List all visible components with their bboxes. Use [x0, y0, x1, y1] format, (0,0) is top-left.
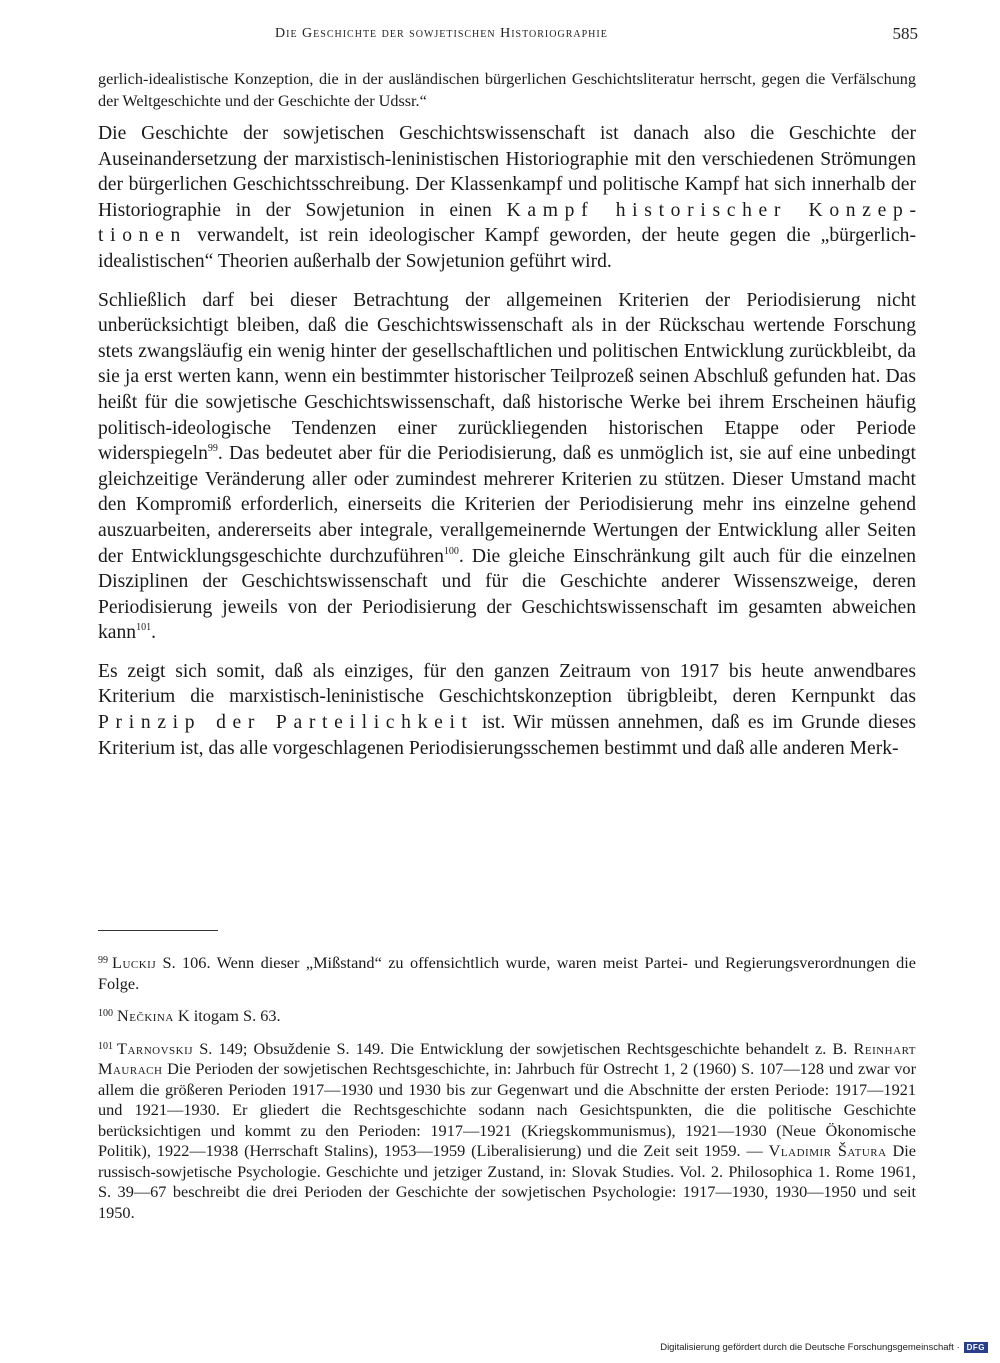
paragraph-2-text-d: .	[151, 622, 156, 644]
footnote-number: 99	[98, 955, 108, 966]
footnote-text: S. 106. Wenn dieser „Mißstand“ zu offensichtlich wurde, waren meist Partei- und Regierungsverordnungen die Folge.	[98, 953, 916, 993]
paragraph-3-emphasis: Prinzip der Parteilichkeit	[98, 712, 474, 734]
footnote-text: K itogam S. 63.	[177, 1006, 281, 1025]
footnote-author: Luckij	[112, 953, 157, 972]
paragraph-1-text-b: verwandelt, ist rein ideologischer Kampf geworden, der heute gegen die „bürgerlich-idealistischen“ Theorien außerhalb der Sowjetunion geführt wird.	[98, 225, 917, 272]
footnote-ref-100[interactable]: 100	[443, 545, 459, 557]
paragraph-3-text-a: Es zeigt sich somit, daß als einziges, für den ganzen Zeitraum von 1917 bis heute anwendbares Kriterium die marxistisch-leninistische Geschichtskonzeption übrigbleibt, deren Kernpunkt das	[98, 660, 916, 708]
footnote-author: Tarnovskij	[117, 1038, 194, 1058]
footnote-101	[98, 1037, 916, 1224]
paragraph-2	[98, 288, 916, 646]
digitization-credit	[660, 1342, 988, 1353]
quote-continuation: gerlich-idealistische Konzeption, die in der ausländischen bürgerlichen Geschichtsliteratur herrscht, gegen die Verfälschung der Weltgeschichte und der Geschichte der Udssr.“	[98, 70, 916, 110]
paragraph-1	[98, 121, 916, 275]
paragraph-3	[98, 659, 916, 761]
footnote-divider	[98, 930, 218, 931]
running-title: Die Geschichte der sowjetischen Historiographie	[275, 26, 608, 41]
footnote-ref-101[interactable]: 101	[136, 622, 152, 634]
footnote-text: S. 149; Obsuždenie S. 149. Die Entwicklung der sowjetischen Rechtsgeschichte behandelt z. B.	[199, 1038, 848, 1058]
footnote-ref-99[interactable]: 99	[207, 443, 218, 455]
footnote-author: Nečkina	[117, 1006, 174, 1025]
footnote-text: Die Perioden der sowjetischen Rechtsgeschichte, in: Jahrbuch für Ostrecht 1, 2 (1960) S. 107—128 und zwar vor allem die größeren Perioden 1917—1930 und 1930 bis zur Gegenwart und die Abschnitte der ersten Periode: 1917—1921 und 1921—1930. Er gliedert die Rechtsgeschichte sodann nach Gesichtspunkten, die die politische Geschichte berücksichtigen und kommt zu den Perioden: 1917—1921 (Kriegskommunismus), 1921—1930 (Neue Ökonomische Politik), 1922—1938 (Herrschaft Stalins), 1953—1959 (Liberalisierung) und die Zeit seit 1959. —	[98, 1059, 916, 1160]
footnotes	[98, 951, 916, 1233]
footnote-text: Die russisch-sowjetische Psychologie. Geschichte und jetziger Zustand, in: Slovak Studies. Vol. 2. Philosophica 1. Rome 1961, S. 39—67 beschreibt die drei Perioden der Geschichte der sowjetischen Psychologie: 1917—1930, 1930—1950 und seit 1950.	[98, 1141, 916, 1222]
footnote-number: 101	[98, 1040, 113, 1052]
paragraph-3-text-b: ist. Wir müssen annehmen, daß es im Grunde dieses Kriterium ist, das alle vorgeschlagenen Periodisierungsschemen bestimmt und daß alle anderen Merk-	[98, 712, 916, 759]
dfg-logo-icon: DFG	[964, 1342, 988, 1353]
page-number: 585	[892, 24, 918, 43]
paragraph-1-emphasis: Kampf historischer Konzeptionen	[98, 199, 916, 247]
credit-text: Digitalisierung gefördert durch die Deutsche Forschungsgemeinschaft ·	[660, 1342, 960, 1353]
footnote-author: Vladimir Šatura	[768, 1141, 887, 1160]
paragraph-1-text-a: Die Geschichte der sowjetischen Geschichtswissenschaft ist danach also die Geschichte der Auseinandersetzung der marxistisch-leninistischen Historiographie mit den verschiedenen Strömungen der bürgerlichen Geschichtsschreibung. Der Klassenkampf und politische Kampf hat sich innerhalb der Historiographie in der Sowjetunion in einen	[98, 123, 916, 221]
paragraph-2-text-c: . Die gleiche Einschränkung gilt auch für die einzelnen Disziplinen der Geschichtswissenschaft und für die Geschichte anderer Wissenszweige, deren Periodisierung jeweils von der Periodisierung der Geschichtswissenschaft im gesamten abweichen kann	[98, 545, 916, 644]
footnote-number: 100	[98, 1008, 113, 1019]
paragraph-2-text-a: Schließlich darf bei dieser Betrachtung der allgemeinen Kriterien der Periodisierung nicht unberücksichtigt bleiben, daß die Geschichtswissenschaft als in der Rückschau wertende Forschung stets zwangsläufig ein wenig hinter der gesellschaftlichen und politischen Entwicklung zurückbleibt, da sie ja erst werten kann, wenn ein bestimmter historischer Teilprozeß seinen Abschluß gefunden hat. Das heißt für die sowjetische Geschichtswissenschaft, daß historische Werke bei ihrem Erscheinen häufig politisch-ideologische Tendenzen einer zurückliegenden historischen Etappe oder Periode widerspiegeln	[98, 289, 916, 465]
main-text	[98, 68, 916, 774]
footnote-author: Reinhart Maurach	[98, 1038, 916, 1078]
paragraph-2-text-b: . Das bedeutet aber für die Periodisierung, daß es unmöglich ist, sie auf eine unbedingt gleichzeitige Veränderung aller oder zumindest mehrerer Kriterien zu stützen. Dieser Umstand macht den Kompromiß erforderlich, einerseits die Kriterien der Periodisierung mehr ins einzelne gehend auszuarbeiten, andererseits aber integrale, verallgemeinernde Wertungen der Entwicklung aller Seiten der Entwicklungsgeschichte durchzuführen	[98, 443, 916, 567]
footnote-99	[98, 951, 916, 994]
footnote-100	[98, 1004, 916, 1027]
